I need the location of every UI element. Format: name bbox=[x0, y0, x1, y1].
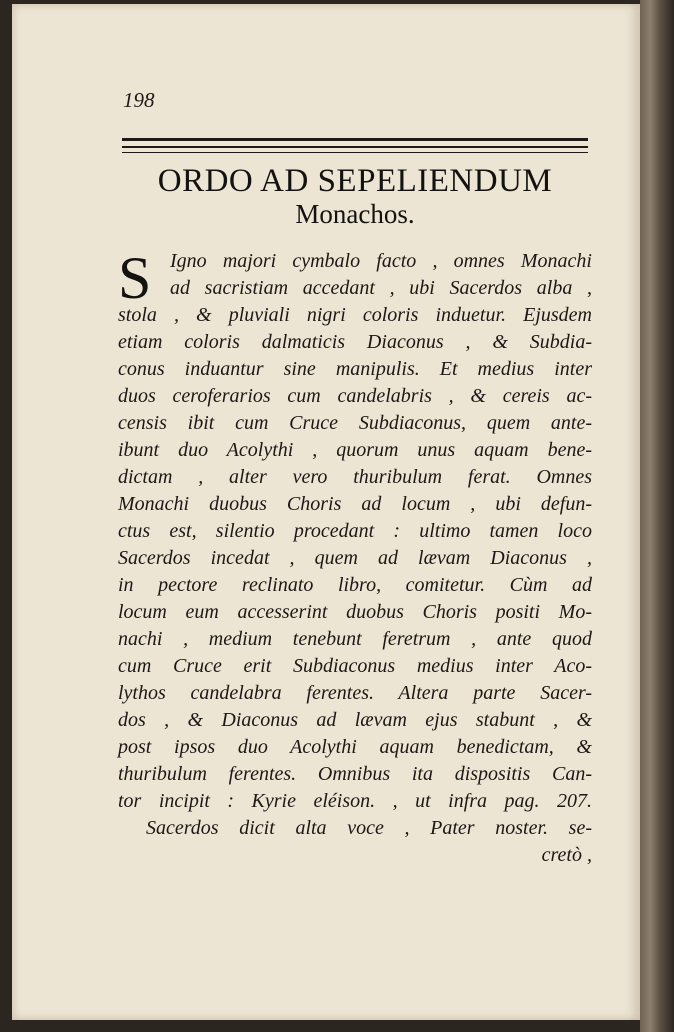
drop-cap-letter: S bbox=[118, 245, 152, 311]
text-line: dictam , alter vero thuribulum ferat. Omnes bbox=[118, 466, 592, 488]
text-line: Sacerdos dicit alta voce , Pater noster. se- bbox=[146, 817, 592, 839]
chapter-subtitle: Monachos. bbox=[295, 199, 415, 229]
text-line: ad sacristiam accedant , ubi Sacerdos alba , bbox=[170, 277, 592, 299]
header-rule-thin bbox=[122, 152, 588, 153]
page-number: 198 bbox=[123, 88, 155, 112]
text-line: duos ceroferarios cum candelabris , & cereis ac- bbox=[118, 385, 592, 407]
text-line: etiam coloris dalmaticis Diaconus , & Subdia- bbox=[118, 331, 592, 353]
text-line: locum eum accesserint duobus Choris positi Mo- bbox=[118, 601, 592, 623]
text-line: thuribulum ferentes. Omnibus ita dispositis Can- bbox=[118, 763, 592, 785]
header-rule-middle bbox=[122, 146, 588, 148]
text-line: dos , & Diaconus ad lævam ejus stabunt , & bbox=[118, 709, 592, 731]
text-line: in pectore reclinato libro, comitetur. Cùm ad bbox=[118, 574, 592, 596]
text-line: tor incipit : Kyrie eléison. , ut infra pag. 207. bbox=[118, 790, 592, 812]
adjacent-page-edge bbox=[640, 0, 674, 1032]
text-line: post ipsos duo Acolythi aquam benedictam, & bbox=[118, 736, 592, 758]
body-text bbox=[118, 245, 592, 869]
header-rule-thick bbox=[122, 138, 588, 141]
catchword-line: cretò , bbox=[541, 844, 592, 866]
text-line: ibunt duo Acolythi , quorum unus aquam bene- bbox=[118, 439, 592, 461]
text-line: conus induantur sine manipulis. Et medius inter bbox=[118, 358, 592, 380]
text-line: cum Cruce erit Subdiaconus medius inter Aco- bbox=[118, 655, 592, 677]
text-line: nachi , medium tenebunt feretrum , ante quod bbox=[118, 628, 592, 650]
chapter-title: ORDO AD SEPELIENDUM bbox=[157, 163, 553, 199]
text-line: censis ibit cum Cruce Subdiaconus, quem ante- bbox=[118, 412, 592, 434]
text-line: Monachi duobus Choris ad locum , ubi defun- bbox=[118, 493, 592, 515]
text-line: Igno majori cymbalo facto , omnes Monachi bbox=[170, 250, 592, 272]
text-line: ctus est, silentio procedant : ultimo tamen loco bbox=[118, 520, 592, 542]
text-line: stola , & pluviali nigri coloris induetur. Ejusdem bbox=[118, 304, 592, 326]
text-line: Sacerdos incedat , quem ad lævam Diaconus , bbox=[118, 547, 592, 569]
text-line: lythos candelabra ferentes. Altera parte Sacer- bbox=[118, 682, 592, 704]
